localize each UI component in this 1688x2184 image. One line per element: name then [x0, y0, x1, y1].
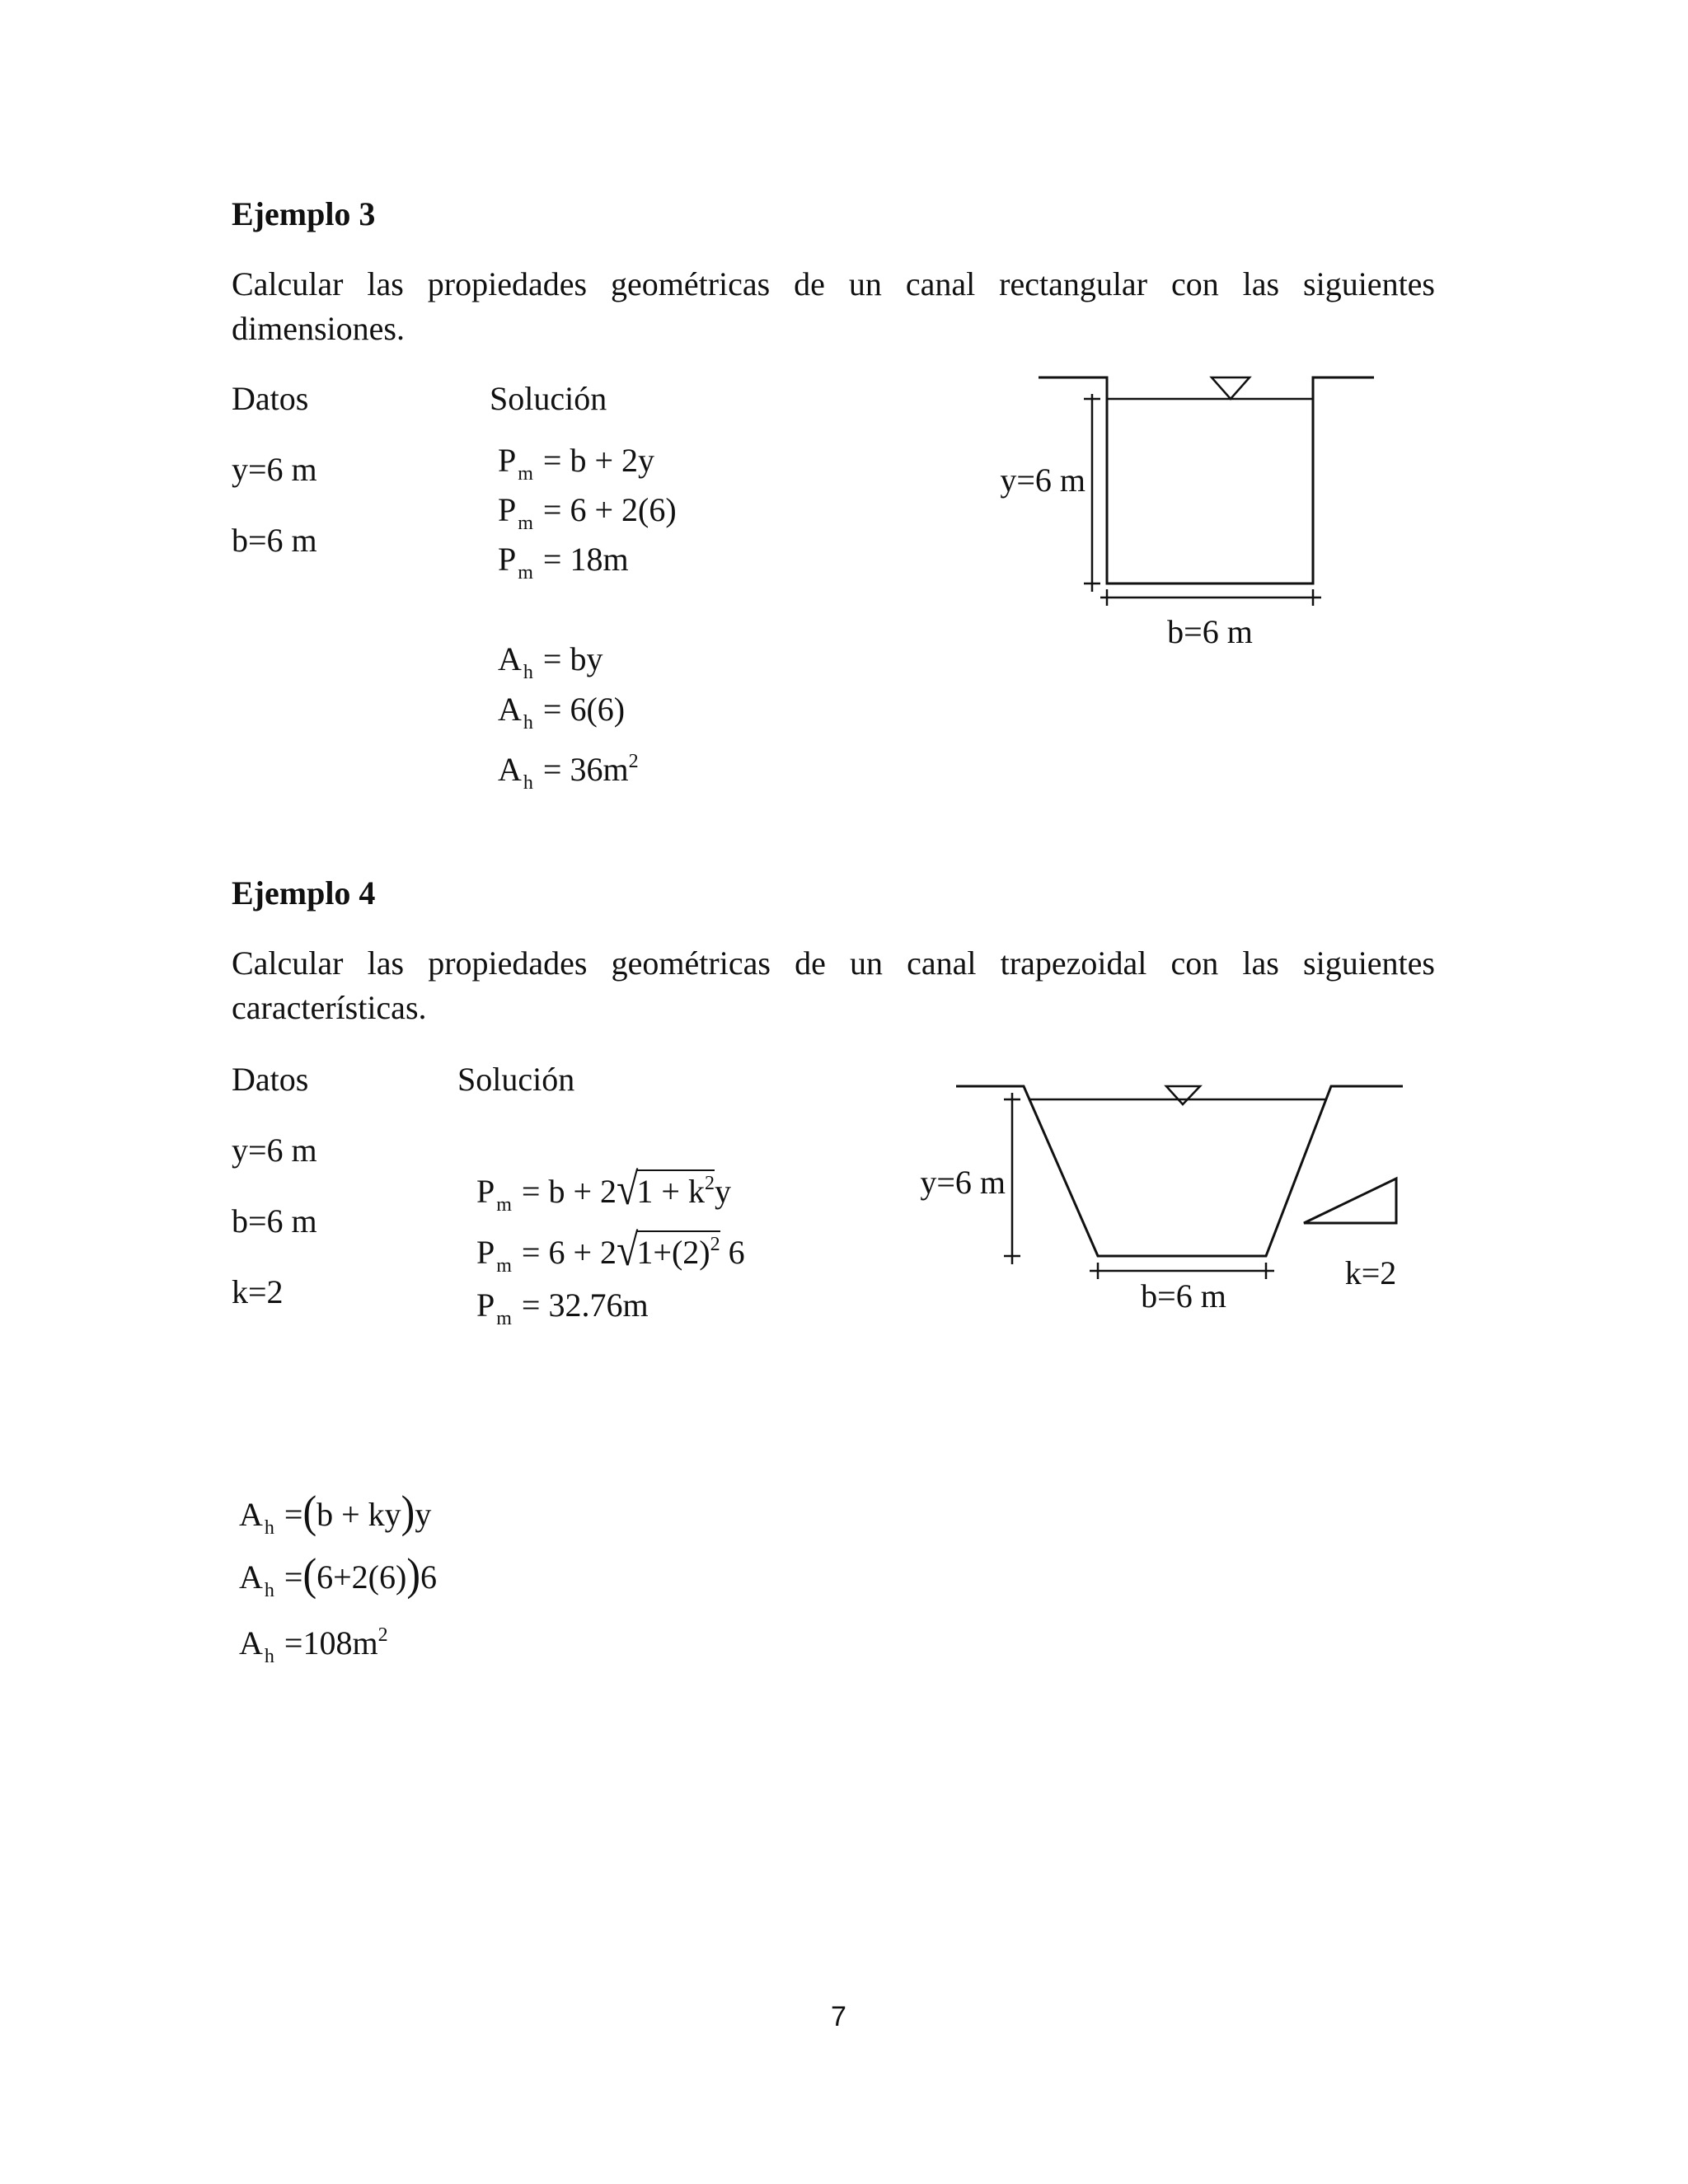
sqrt-icon: √ [617, 1225, 639, 1276]
area-expr1: = by [542, 640, 603, 677]
perimeter-symbol: P [476, 1286, 495, 1324]
example3-perimeter-eq2 [498, 492, 677, 541]
perimeter-expr1-pre: = b + 2 [521, 1173, 617, 1210]
perimeter-symbol: P [498, 541, 517, 578]
perimeter-expr1: = b + 2y [542, 442, 655, 479]
close-paren: ) [406, 1549, 420, 1600]
example3-area-eq3 [498, 743, 639, 801]
example4-area-eq2 [239, 1549, 437, 1609]
channel-walls [956, 1086, 1403, 1256]
example3-area-eq2 [498, 691, 625, 741]
area-subscript: h [264, 1646, 274, 1667]
area-symbol: A [498, 751, 522, 788]
area-subscript: h [264, 1517, 274, 1539]
radicand-exponent: 2 [710, 1234, 720, 1255]
example4-datos-k: k=2 [232, 1273, 284, 1310]
example4-area-eq1 [239, 1486, 432, 1546]
perimeter-symbol: P [498, 491, 517, 528]
area-symbol: A [498, 691, 522, 728]
radicand-text: 1 + k [636, 1173, 705, 1210]
example3-statement-line2: dimensiones. [232, 310, 405, 347]
example3-heading: Ejemplo 3 [232, 195, 376, 232]
channel-walls [1039, 377, 1374, 583]
example4-solucion-label: Solución [457, 1061, 575, 1098]
area-subscript: h [523, 712, 533, 733]
figure-b-label: b=6 m [1167, 613, 1253, 650]
area-expr2-post: 6 [420, 1558, 437, 1596]
figure-y-label: y=6 m [920, 1164, 1006, 1201]
example3-area-eq1 [498, 641, 603, 691]
example4-perimeter-eq3 [476, 1287, 649, 1337]
perimeter-expr2-post: 6 [728, 1234, 745, 1271]
area-symbol: A [239, 1624, 263, 1661]
example4-datos-b: b=6 m [232, 1202, 317, 1240]
perimeter-expr3: = 32.76m [521, 1286, 649, 1324]
trapezoidal-channel-figure [907, 1063, 1434, 1343]
water-level-icon [1212, 377, 1250, 399]
example4-heading: Ejemplo 4 [232, 874, 376, 912]
area-expr3: = 36m [542, 751, 629, 788]
perimeter-subscript: m [518, 513, 533, 534]
perimeter-expr3: = 18m [542, 541, 629, 578]
area-expr1-inner: b + ky [316, 1496, 401, 1533]
perimeter-expr1-post: y [714, 1173, 731, 1210]
figure-b-label: b=6 m [1141, 1277, 1226, 1315]
area-subscript: h [523, 662, 533, 683]
open-paren: ( [302, 1549, 317, 1600]
perimeter-subscript: m [496, 1308, 512, 1329]
area-symbol: A [239, 1558, 263, 1596]
area-expr1-post: y [415, 1496, 432, 1533]
radicand [636, 1230, 720, 1271]
example4-statement [232, 941, 1435, 1030]
area-exponent: 2 [628, 751, 639, 772]
example4-perimeter-eq1 [476, 1165, 731, 1223]
radicand-exponent: 2 [704, 1173, 715, 1194]
example3-statement-line1: Calcular las propiedades geométricas de un canal rectangular con las siguientes [232, 265, 1435, 302]
area-subscript: h [264, 1580, 274, 1601]
example3-datos-y: y=6 m [232, 451, 317, 488]
example3-datos-label: Datos [232, 380, 309, 417]
radicand [636, 1169, 715, 1210]
area-symbol: A [239, 1496, 263, 1533]
example3-perimeter-eq1 [498, 443, 654, 492]
area-exponent: 2 [377, 1624, 388, 1646]
rectangular-channel-figure [989, 363, 1401, 659]
area-symbol: A [498, 640, 522, 677]
figure-k-label: k=2 [1344, 1254, 1397, 1291]
sqrt-icon: √ [617, 1164, 639, 1215]
example4-statement-line1: Calcular las propiedades geométricas de un canal trapezoidal con las siguientes [232, 944, 1435, 982]
example3-statement [232, 262, 1435, 351]
area-expr2-inner: 6+2(6) [316, 1558, 407, 1596]
close-paren: ) [401, 1486, 415, 1537]
example4-datos-y: y=6 m [232, 1132, 317, 1169]
example3-datos-b: b=6 m [232, 522, 317, 559]
area-expr2: = 6(6) [542, 691, 626, 728]
example4-statement-line2: características. [232, 989, 427, 1026]
example3-solucion-label: Solución [490, 380, 607, 417]
area-expr1-pre: = [284, 1496, 303, 1533]
perimeter-expr2: = 6 + 2(6) [542, 491, 677, 528]
perimeter-subscript: m [518, 463, 533, 485]
water-level-icon [1166, 1086, 1200, 1104]
open-paren: ( [302, 1486, 317, 1537]
perimeter-expr2-pre: = 6 + 2 [521, 1234, 617, 1271]
perimeter-subscript: m [496, 1194, 512, 1216]
example4-perimeter-eq2 [476, 1226, 745, 1284]
area-expr2-pre: = [284, 1558, 303, 1596]
perimeter-subscript: m [518, 562, 533, 583]
perimeter-symbol: P [476, 1234, 495, 1271]
perimeter-symbol: P [498, 442, 517, 479]
example3-perimeter-eq3 [498, 541, 629, 591]
example4-area-eq3 [239, 1617, 388, 1675]
slope-triangle-icon [1304, 1179, 1396, 1223]
area-subscript: h [523, 772, 533, 794]
example4-datos-label: Datos [232, 1061, 309, 1098]
radicand-text: 1+(2) [636, 1234, 710, 1271]
perimeter-symbol: P [476, 1173, 495, 1210]
page-number: 7 [831, 2001, 846, 2032]
figure-y-label: y=6 m [1000, 462, 1085, 499]
perimeter-subscript: m [496, 1255, 512, 1277]
area-expr3: =108m [284, 1624, 378, 1661]
